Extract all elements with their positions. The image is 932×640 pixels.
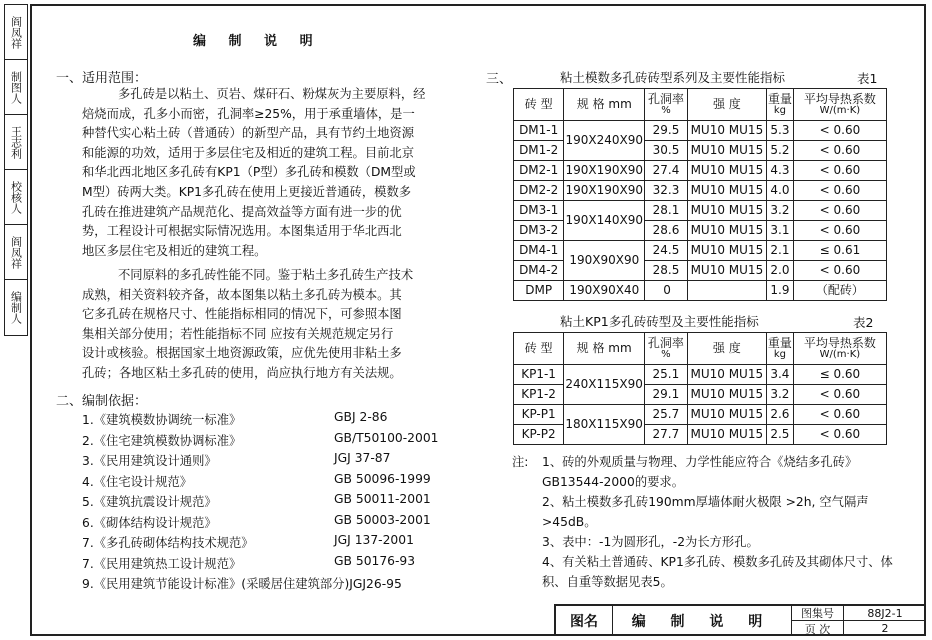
cell-size: 180X115X90: [564, 405, 645, 445]
cell-conductivity: < 0.60: [793, 425, 886, 445]
table-2: [513, 332, 887, 445]
col-header: [793, 333, 886, 365]
table-header-row: [514, 333, 887, 365]
table-row: [514, 365, 887, 385]
cell-strength: MU10 MU15: [687, 221, 766, 241]
cell-conductivity: < 0.60: [793, 181, 886, 201]
strip-cell: 阎凤祥: [5, 5, 27, 60]
cell-size: 190X190X90: [564, 181, 645, 201]
section-1-line: 和华北西北地区多孔砖有KP1（P型）多孔砖和模数（DM型或: [82, 165, 416, 180]
cell-rate: 28.6: [645, 221, 687, 241]
reference-code: GB/T50100-2001: [334, 430, 439, 445]
cell-weight: 5.2: [767, 141, 794, 161]
section-1-line: 设计或核验。根据国家土地资源政策，应优先使用非粘土多: [82, 346, 402, 361]
cell-strength: MU10 MU15: [687, 161, 766, 181]
col-header-main: 孔洞率: [647, 336, 684, 350]
section-1-line: 地区多层住宅及相近的建筑工程。: [82, 243, 267, 258]
cell-size: 190X90X90: [564, 241, 645, 281]
cell-strength: MU10 MU15: [687, 201, 766, 221]
col-header-main: 重量: [767, 336, 792, 350]
section-1-heading: 一、适用范围：: [56, 71, 148, 86]
table-row: [514, 281, 887, 301]
cell-rate: 25.1: [645, 365, 687, 385]
cell-type: DM4-1: [514, 241, 564, 261]
col-header-main: 重量: [767, 92, 792, 106]
cell-strength: MU10 MU15: [687, 181, 766, 201]
cell-strength: MU10 MU15: [687, 365, 766, 385]
cell-weight: 3.1: [767, 221, 794, 241]
reference-code: GB 50096-1999: [334, 471, 431, 486]
col-header: [645, 333, 687, 365]
cell-type: DM2-2: [514, 181, 564, 201]
section-1-line: 多孔砖是以粘土、页岩、煤矸石、粉煤灰为主要原料，经: [118, 87, 426, 101]
cell-type: KP-P2: [514, 425, 564, 445]
cell-type: KP1-2: [514, 385, 564, 405]
section-1-line: 孔砖；各地区粘土多孔砖的使用，尚应执行地方有关法规。: [82, 366, 402, 380]
col-header: 规 格 mm: [564, 333, 645, 365]
page-title: 编 制 说 明: [193, 34, 322, 49]
col-header-unit: %: [661, 349, 671, 360]
col-header-unit: kg: [773, 349, 786, 360]
title-block: [554, 604, 926, 636]
cell-size: 190X240X90: [564, 121, 645, 161]
col-header: 强 度: [687, 89, 766, 121]
table-1-caption: 粘土模数多孔砖砖型系列及主要性能指标: [560, 70, 786, 85]
table-1: [513, 88, 887, 301]
cell-strength: MU10 MU15: [687, 141, 766, 161]
cell-weight: 4.3: [767, 161, 794, 181]
cell-strength: MU10 MU15: [687, 405, 766, 425]
reference-name: 9.《民用建筑节能设计标准》(采暖居住建筑部分)JGJ26-95: [82, 577, 402, 591]
cell-type: KP-P1: [514, 405, 564, 425]
reference-name: 5.《建筑抗震设计规范》: [82, 495, 217, 509]
page-number-label: 页 次: [792, 621, 844, 636]
reference-name: 4.《住宅设计规范》: [82, 474, 193, 489]
cell-type: DM4-2: [514, 261, 564, 281]
reference-name: 6.《砌体结构设计规范》: [82, 515, 217, 530]
cell-type: DM1-2: [514, 141, 564, 161]
cell-strength: MU10 MU15: [687, 241, 766, 261]
table-row: [514, 201, 887, 221]
cell-size: 190X190X90: [564, 161, 645, 181]
section-1-line: M型）砖两大类。KP1多孔砖在使用上更接近普通砖，模数多: [82, 185, 412, 199]
cell-strength: MU10 MU15: [687, 385, 766, 405]
col-header: [645, 89, 687, 121]
col-header: 砖 型: [514, 89, 564, 121]
cell-conductivity: < 0.60: [793, 405, 886, 425]
cell-weight: 3.2: [767, 385, 794, 405]
table-header-row: [514, 89, 887, 121]
section-1-line: 不同原料的多孔砖性能不同。鉴于粘土多孔砖生产技术: [118, 268, 414, 282]
note-item: 1、砖的外观质量与物理、力学性能应符合《烧结多孔砖》GB13544-2000的要求。: [542, 455, 858, 489]
section-1-line: 和能源的功效，适用于多层住宅及相近的建筑工程。目前北京: [82, 145, 415, 160]
cell-strength: MU10 MU15: [687, 425, 766, 445]
section-1-line: 焙烧而成，孔多小而密，孔洞率≥25%，用于承重墙体，是一: [82, 106, 415, 121]
section-3-heading: 三、: [486, 72, 513, 87]
note-item: 2、粘土模数多孔砖190mm厚墙体耐火极限 >2h, 空气隔声>45dB。: [542, 495, 869, 529]
table-row: [514, 405, 887, 425]
reference-code: GB 50011-2001: [334, 492, 431, 506]
table-2-caption: 粘土KP1多孔砖砖型及主要性能指标: [560, 314, 759, 329]
cell-rate: 0: [645, 281, 687, 301]
cell-rate: 27.4: [645, 161, 687, 181]
cell-rate: 28.1: [645, 201, 687, 221]
reference-name: 3.《民用建筑设计通则》: [82, 454, 217, 468]
signature-strip: [4, 4, 28, 336]
cell-rate: 25.7: [645, 405, 687, 425]
cell-type: KP1-1: [514, 365, 564, 385]
strip-cell: 阎凤祥: [5, 225, 27, 280]
cell-rate: 29.1: [645, 385, 687, 405]
table-row: [514, 241, 887, 261]
cell-type: DM3-2: [514, 221, 564, 241]
reference-name: 7.《多孔砖砌体结构技术规范》: [82, 536, 254, 550]
cell-strength: MU10 MU15: [687, 121, 766, 141]
note-item: 3、表中：-1为圆形孔，-2为长方形孔。: [542, 535, 759, 549]
section-1-line: 它多孔砖在规格尺寸、性能指标相同的情况下，可参照本图: [82, 307, 402, 322]
strip-cell: 校核人: [5, 170, 27, 225]
strip-cell: 制图人: [5, 60, 27, 115]
col-header-main: 孔洞率: [647, 92, 684, 106]
cell-weight: 2.5: [767, 425, 794, 445]
reference-name: 2.《住宅建筑模数协调标准》: [82, 433, 242, 448]
cell-rate: 28.5: [645, 261, 687, 281]
section-1-line: 孔砖在推进建筑产品规范化、提高效益等方面有进一步的优: [82, 204, 402, 219]
col-header-unit: %: [661, 105, 671, 116]
table-row: [514, 181, 887, 201]
table-1-number: 表1: [857, 71, 878, 86]
reference-code: GB 50176-93: [334, 553, 416, 568]
col-header: [767, 89, 794, 121]
col-header: [767, 333, 794, 365]
cell-type: DM3-1: [514, 201, 564, 221]
drawing-name: 编 制 说 明: [613, 606, 792, 636]
cell-weight: 3.4: [767, 365, 794, 385]
strip-cell: 编制人: [9, 290, 23, 324]
drawing-name-label: 图名: [556, 606, 613, 636]
cell-rate: 29.5: [645, 121, 687, 141]
page-number: 2: [881, 622, 889, 635]
cell-conductivity: < 0.60: [793, 385, 886, 405]
cell-strength: [687, 281, 766, 301]
col-header: [793, 89, 886, 121]
col-header: 砖 型: [514, 333, 564, 365]
col-header-main: 平均导热系数: [803, 336, 876, 350]
reference-name: 7.《民用建筑热工设计规范》: [82, 556, 242, 571]
cell-strength: MU10 MU15: [687, 261, 766, 281]
col-header: 规 格 mm: [564, 89, 645, 121]
note-item: 4、有关粘土普通砖、KP1多孔砖、模数多孔砖及其砌体尺寸、体积、自重等数据见表5。: [542, 555, 893, 589]
reference-code: JGJ 37-87: [334, 451, 391, 465]
col-header-main: 平均导热系数: [803, 92, 876, 106]
cell-weight: 2.1: [767, 241, 794, 261]
section-1-line: 种替代实心粘土砖（普通砖）的新型产品，具有节约土地资源: [82, 126, 415, 141]
cell-type: DMP: [514, 281, 564, 301]
strip-cell: 王志利: [5, 115, 27, 170]
cell-size: 190X90X40: [564, 281, 645, 301]
cell-conductivity: < 0.60: [793, 221, 886, 241]
cell-conductivity: < 0.60: [793, 161, 886, 181]
reference-code: GBJ 2-86: [334, 410, 388, 424]
cell-weight: 1.9: [767, 281, 794, 301]
table-2-number: 表2: [853, 315, 874, 330]
table-row: [514, 121, 887, 141]
reference-code: JGJ 137-2001: [334, 533, 414, 547]
col-header-unit: W/(m·K): [819, 349, 861, 360]
section-2-heading: 二、编制依据：: [56, 394, 148, 409]
cell-weight: 2.6: [767, 405, 794, 425]
cell-size: 190X140X90: [564, 201, 645, 241]
cell-conductivity: < 0.60: [793, 121, 886, 141]
section-1-line: 集相关部分使用；若性能指标不同 应按有关规范规定另行: [82, 326, 394, 341]
table-row: [514, 161, 887, 181]
cell-conductivity: < 0.60: [793, 261, 886, 281]
cell-conductivity: < 0.60: [793, 201, 886, 221]
cell-weight: 2.0: [767, 261, 794, 281]
section-1-line: 成熟，相关资料较齐备，故本图集以粘土多孔砖为模本。其: [82, 287, 402, 302]
cell-rate: 27.7: [645, 425, 687, 445]
cell-rate: 32.3: [645, 181, 687, 201]
atlas-number-label: 图集号: [792, 606, 844, 621]
atlas-number: 88J2-1: [844, 606, 926, 621]
cell-conductivity: ≤ 0.61: [793, 241, 886, 261]
col-header: 强 度: [687, 333, 766, 365]
cell-weight: 4.0: [767, 181, 794, 201]
reference-name: 1.《建筑模数协调统一标准》: [82, 413, 242, 427]
cell-rate: 30.5: [645, 141, 687, 161]
col-header-unit: kg: [773, 105, 787, 116]
cell-weight: 5.3: [767, 121, 794, 141]
cell-conductivity: （配砖）: [793, 281, 886, 301]
col-header-unit: W/(m·K): [819, 105, 861, 116]
cell-type: DM1-1: [514, 121, 564, 141]
notes-prefix: 注:: [512, 455, 529, 469]
notes: [512, 452, 902, 592]
section-1-line: 势，工程设计可根据实际情况选用。本图集适用于华北西北: [82, 224, 402, 239]
cell-conductivity: < 0.60: [793, 141, 886, 161]
cell-weight: 3.2: [767, 201, 794, 221]
cell-type: DM2-1: [514, 161, 564, 181]
cell-size: 240X115X90: [564, 365, 645, 405]
cell-rate: 24.5: [645, 241, 687, 261]
reference-code: GB 50003-2001: [334, 512, 431, 527]
cell-conductivity: ≤ 0.60: [793, 365, 886, 385]
